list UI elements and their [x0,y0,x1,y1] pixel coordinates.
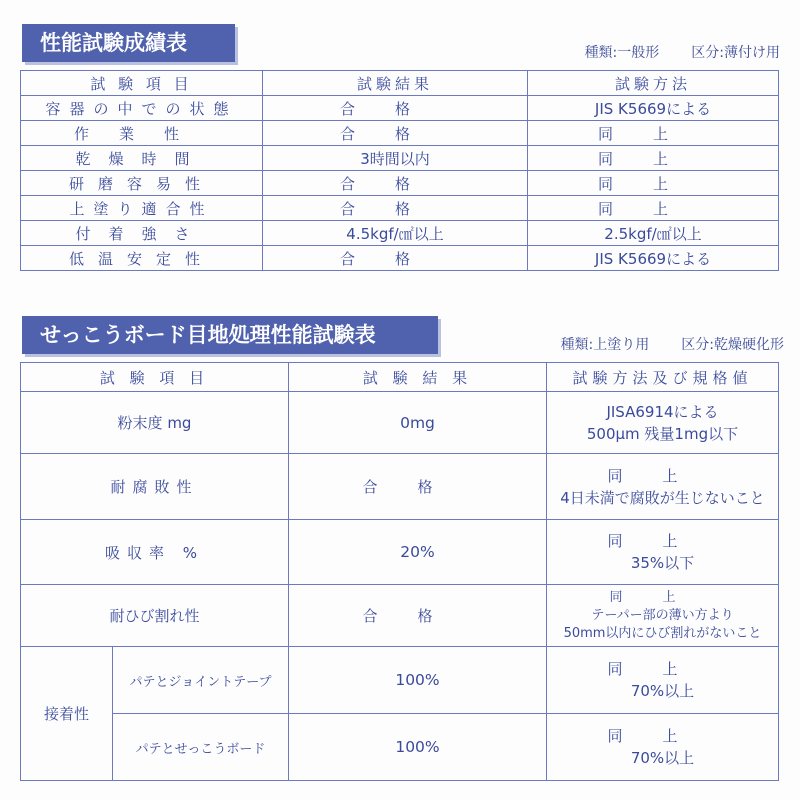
row-result: 20% [289,520,547,585]
adhesion-label: 接着性 [21,647,113,781]
header-result: 試験結果 [263,71,528,96]
row-result: 100% [289,647,547,714]
row-item: 作業性 [21,121,263,146]
row-subitem: パテとせっこうボード [113,714,289,781]
table-row [21,96,779,121]
table2-type-label: 種類:上塗り用 [560,337,650,353]
row-item: 耐腐敗性 [21,454,289,520]
method-line: 同上 [607,660,718,678]
row-method [547,454,779,520]
row-method [547,714,779,781]
row-result: 合格 [263,196,528,221]
row-result: 合格 [263,121,528,146]
row-method: 同上 [528,171,779,196]
table-row [21,714,779,781]
table-row [21,146,779,171]
row-method: JIS K5669による [528,96,779,121]
row-result: 100% [289,714,547,781]
table-row [21,196,779,221]
row-method: 同上 [528,121,779,146]
row-item: 低温安定性 [21,246,263,271]
table1-class-label: 区分:薄付け用 [691,45,780,61]
row-item: 付着強さ [21,221,263,246]
row-subitem: パテとジョイントテープ [113,647,289,714]
header-method: 試験方法 [528,71,779,96]
table2-meta [561,334,784,354]
method-line: 同上 [607,466,718,485]
row-item: 研磨容易性 [21,171,263,196]
row-result: 合格 [263,171,528,196]
row-item: 耐ひび割れ性 [21,585,289,647]
row-item: 容器の中での状態 [21,96,263,121]
header-method: 試験方法及び規格値 [547,363,779,392]
table-row [21,246,779,271]
method-line: テーパー部の薄い方より [591,607,734,623]
row-method [547,392,779,454]
method-line: 70%以上 [630,682,695,700]
method-line: 70%以上 [630,749,695,767]
header-item: 試 験 項 目 [21,71,263,96]
table-row [21,454,779,520]
row-item: 上塗り適合性 [21,196,263,221]
header-result: 試 験 結 果 [289,363,547,392]
table-row [21,121,779,146]
method-line: 35%以下 [630,554,695,572]
row-result: 合格 [289,585,547,647]
header-item: 試 験 項 目 [21,363,289,392]
table1-type-label: 種類:一般形 [584,45,660,61]
method-line: 50mm以内にひび割れがないこと [563,625,762,641]
row-method [547,647,779,714]
table2-class-label: 区分:乾燥硬化形 [681,337,784,353]
row-result: 合格 [289,454,547,520]
joint-treatment-test-table [20,362,779,781]
table2-title: せっこうボード目地処理性能試験表 [22,316,438,354]
table1-meta [585,42,780,62]
method-line: 同上 [609,589,716,605]
row-result: 3時間以内 [263,146,528,171]
row-result: 0mg [289,392,547,454]
row-method: 同上 [528,146,779,171]
row-item: 乾燥時間 [21,146,263,171]
method-line: JISA6914による [606,402,719,421]
table-header-row [21,363,779,392]
table-row [21,520,779,585]
method-line: 4日未満で腐敗が生じないこと [560,488,765,507]
row-method [547,585,779,647]
table-row [21,585,779,647]
row-method [547,520,779,585]
table1-title: 性能試験成績表 [22,24,235,62]
method-line: 同上 [607,532,718,550]
table-header-row [21,71,779,96]
table-row [21,647,779,714]
row-result: 4.5kgf/㎠以上 [263,221,528,246]
row-result: 合格 [263,246,528,271]
row-method: 2.5kgf/㎠以上 [528,221,779,246]
method-line: 500μm 残量1mg以下 [586,424,739,443]
row-result: 合格 [263,96,528,121]
row-method: JIS K5669による [528,246,779,271]
row-item: 粉末度 mg [21,392,289,454]
method-line: 同上 [607,727,718,745]
row-item: 吸収率 % [21,520,289,585]
performance-test-table [20,70,779,271]
row-method: 同上 [528,196,779,221]
table-row [21,171,779,196]
table-row [21,221,779,246]
table-row [21,392,779,454]
